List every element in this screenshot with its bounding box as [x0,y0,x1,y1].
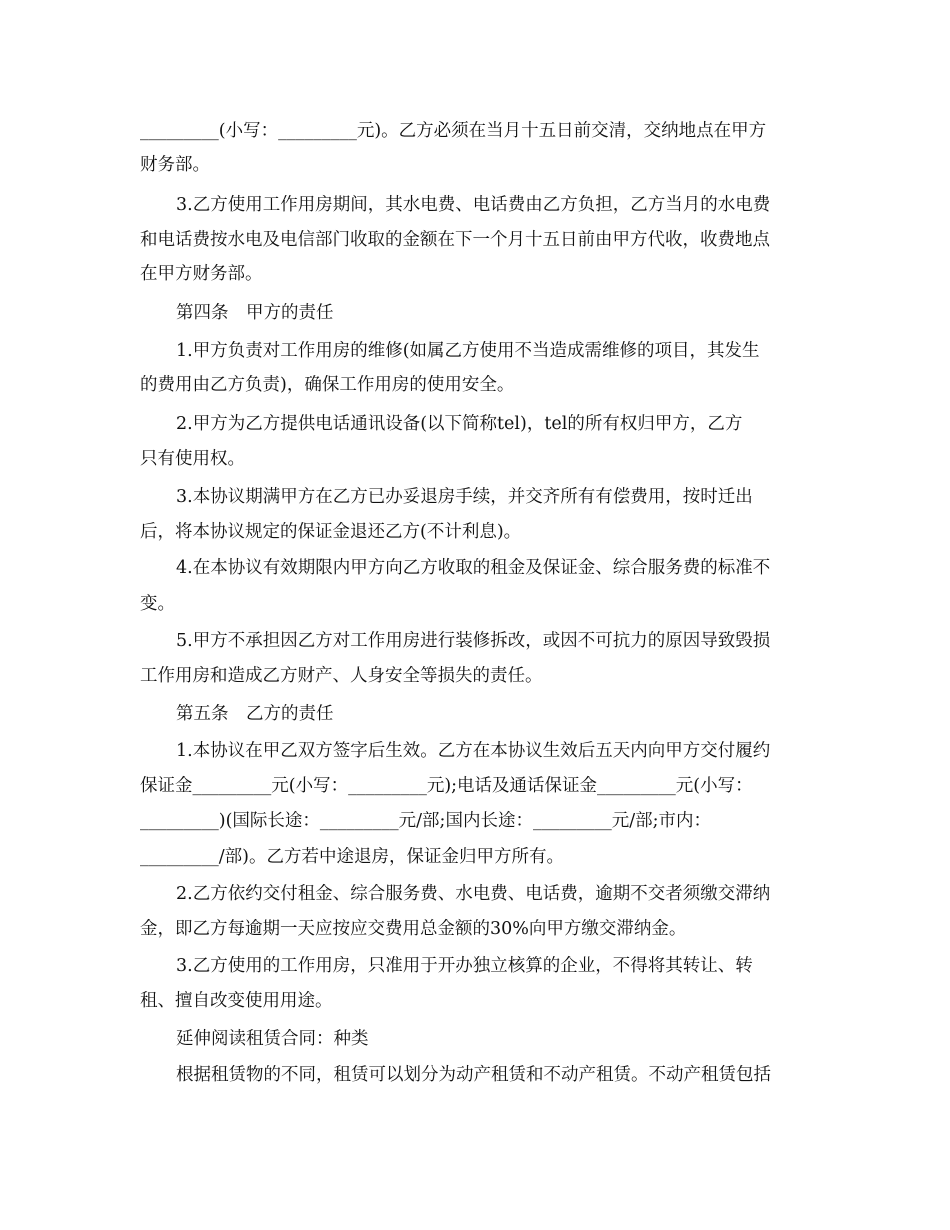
text-line: 变。 [140,594,175,614]
section-heading: 第五条 乙方的责任 [176,704,334,724]
text-line: 3.乙方使用工作用房期间，其水电费、电话费由乙方负担，乙方当月的水电费 [176,195,771,215]
text-line: 1.本协议在甲乙双方签字后生效。乙方在本协议生效后五天内向甲方交付履约 [176,741,771,761]
text-line: 租、擅自改变使用用途。 [140,991,333,1011]
text-line: _________(小写：_________元)。乙方必须在当月十五日前交清，交纳地点在甲方 [140,121,767,141]
section-heading: 第四条 甲方的责任 [176,303,334,323]
text-line: 后，将本协议规定的保证金退还乙方(不计利息)。 [140,522,522,542]
text-line: 金，即乙方每逾期一天应按应交费用总金额的30%向甲方缴交滞纳金。 [140,919,687,939]
text-line: 根据租赁物的不同，租赁可以划分为动产租赁和不动产租赁。不动产租赁包括 [176,1065,771,1085]
text-line: _________)(国际长途：_________元/部;国内长途：_________元/部;市内： [140,811,711,831]
text-line: 和电话费按水电及电信部门收取的金额在下一个月十五日前由甲方代收，收费地点 [140,230,770,250]
text-line: 工作用房和造成乙方财产、人身安全等损失的责任。 [140,666,543,686]
text-line: 2.乙方依约交付租金、综合服务费、水电费、电话费，逾期不交者须缴交滞纳 [176,884,771,904]
text-line: 只有使用权。 [140,449,245,469]
text-line: 的费用由乙方负责)，确保工作用房的使用安全。 [140,375,515,395]
text-line: 4.在本协议有效期限内甲方向乙方收取的租金及保证金、综合服务费的标准不 [176,558,771,578]
text-line: _________/部)。乙方若中途退房，保证金归甲方所有。 [140,847,564,867]
text-line: 财务部。 [140,155,210,175]
text-line: 2.甲方为乙方提供电话通讯设备(以下简称tel)，tel的所有权归甲方，乙方 [176,414,743,434]
text-line: 在甲方财务部。 [140,264,263,284]
text-line: 5.甲方不承担因乙方对工作用房进行装修拆改，或因不可抗力的原因导致毁损 [176,631,771,651]
section-heading: 延伸阅读租赁合同：种类 [176,1029,369,1049]
text-line: 3.乙方使用的工作用房，只准用于开办独立核算的企业，不得将其转让、转 [176,956,753,976]
text-line: 保证金_________元(小写：_________元);电话及通话保证金_________元(小写： [140,776,753,796]
text-line: 3.本协议期满甲方在乙方已办妥退房手续，并交齐所有有偿费用，按时迁出 [176,487,753,507]
text-line: 1.甲方负责对工作用房的维修(如属乙方使用不当造成需维修的项目，其发生 [176,341,760,361]
